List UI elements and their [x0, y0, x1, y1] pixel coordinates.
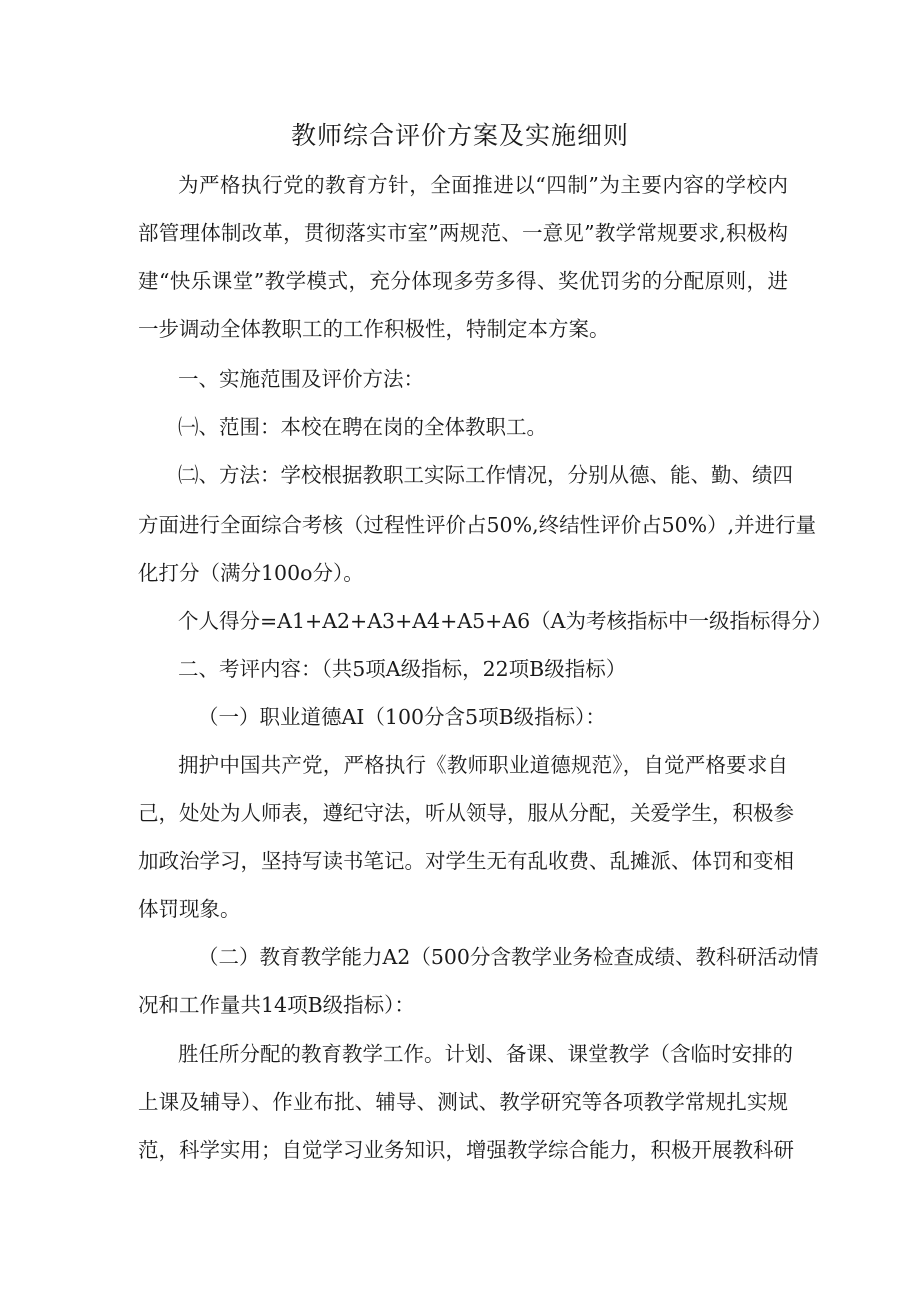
- paragraph-line: 方面进行全面综合考核（过程性评价占50%,终结性评价占50%）,并进行量: [138, 513, 817, 537]
- paragraph-line: 建“快乐课堂”教学模式，充分体现多劳多得、奖优罚劣的分配原则，进: [138, 269, 788, 293]
- paragraph-line: 部管理体制改革，贯彻落实市室”两规范、一意见”教学常规要求,积极构: [138, 221, 788, 245]
- paragraph-line: 一步调动全体教职工的工作积极性，特制定本方案。: [138, 317, 610, 341]
- paragraph-line: 上课及辅导）、作业布批、辅导、测试、教学研究等各项教学常规扎实规: [138, 1090, 788, 1114]
- paragraph-line: ㈡、方法：学校根据教职工实际工作情况，分别从德、能、勤、绩四: [178, 463, 793, 487]
- formula-line: 个人得分=A1+A2+A3+A4+A5+A6（A为考核指标中一级指标得分）: [178, 609, 832, 633]
- paragraph-line: 胜任所分配的教育教学工作。计划、备课、课堂教学（含临时安排的: [178, 1042, 793, 1066]
- paragraph-line: 为严格执行党的教育方针，全面推进以“四制”为主要内容的学校内: [178, 173, 788, 197]
- paragraph-line: 己，处处为人师表，遵纪守法，听从领导，服从分配，关爱学生，积极参: [138, 801, 794, 825]
- paragraph-line: 加政治学习，坚持写读书笔记。对学生无有乱收费、乱摊派、体罚和变相: [138, 849, 794, 873]
- subsection-heading: （二）教育教学能力A2（500分含教学业务检查成绩、教科研活动情: [198, 945, 819, 969]
- paragraph-line: 况和工作量共14项B级指标）：: [138, 993, 415, 1017]
- subsection-heading: （一）职业道德AI（100分含5项B级指标）：: [198, 705, 606, 729]
- paragraph-line: 范，科学实用；自觉学习业务知识，增强教学综合能力，积极开展教科研: [138, 1138, 794, 1162]
- paragraph-line: 体罚现象。: [138, 897, 241, 921]
- paragraph-line: 化打分（满分100o分）。: [138, 561, 364, 585]
- document-title: 教师综合评价方案及实施细则: [290, 121, 629, 150]
- paragraph-line: 拥护中国共产党，严格执行《教师职业道德规范》，自觉严格要求自: [178, 753, 788, 777]
- section-heading: 一、实施范围及评价方法：: [178, 367, 424, 391]
- section-heading: 二、考评内容：（共5项A级指标，22项B级指标）: [178, 657, 627, 681]
- paragraph-line: ㈠、范围：本校在聘在岗的全体教职工。: [178, 415, 547, 439]
